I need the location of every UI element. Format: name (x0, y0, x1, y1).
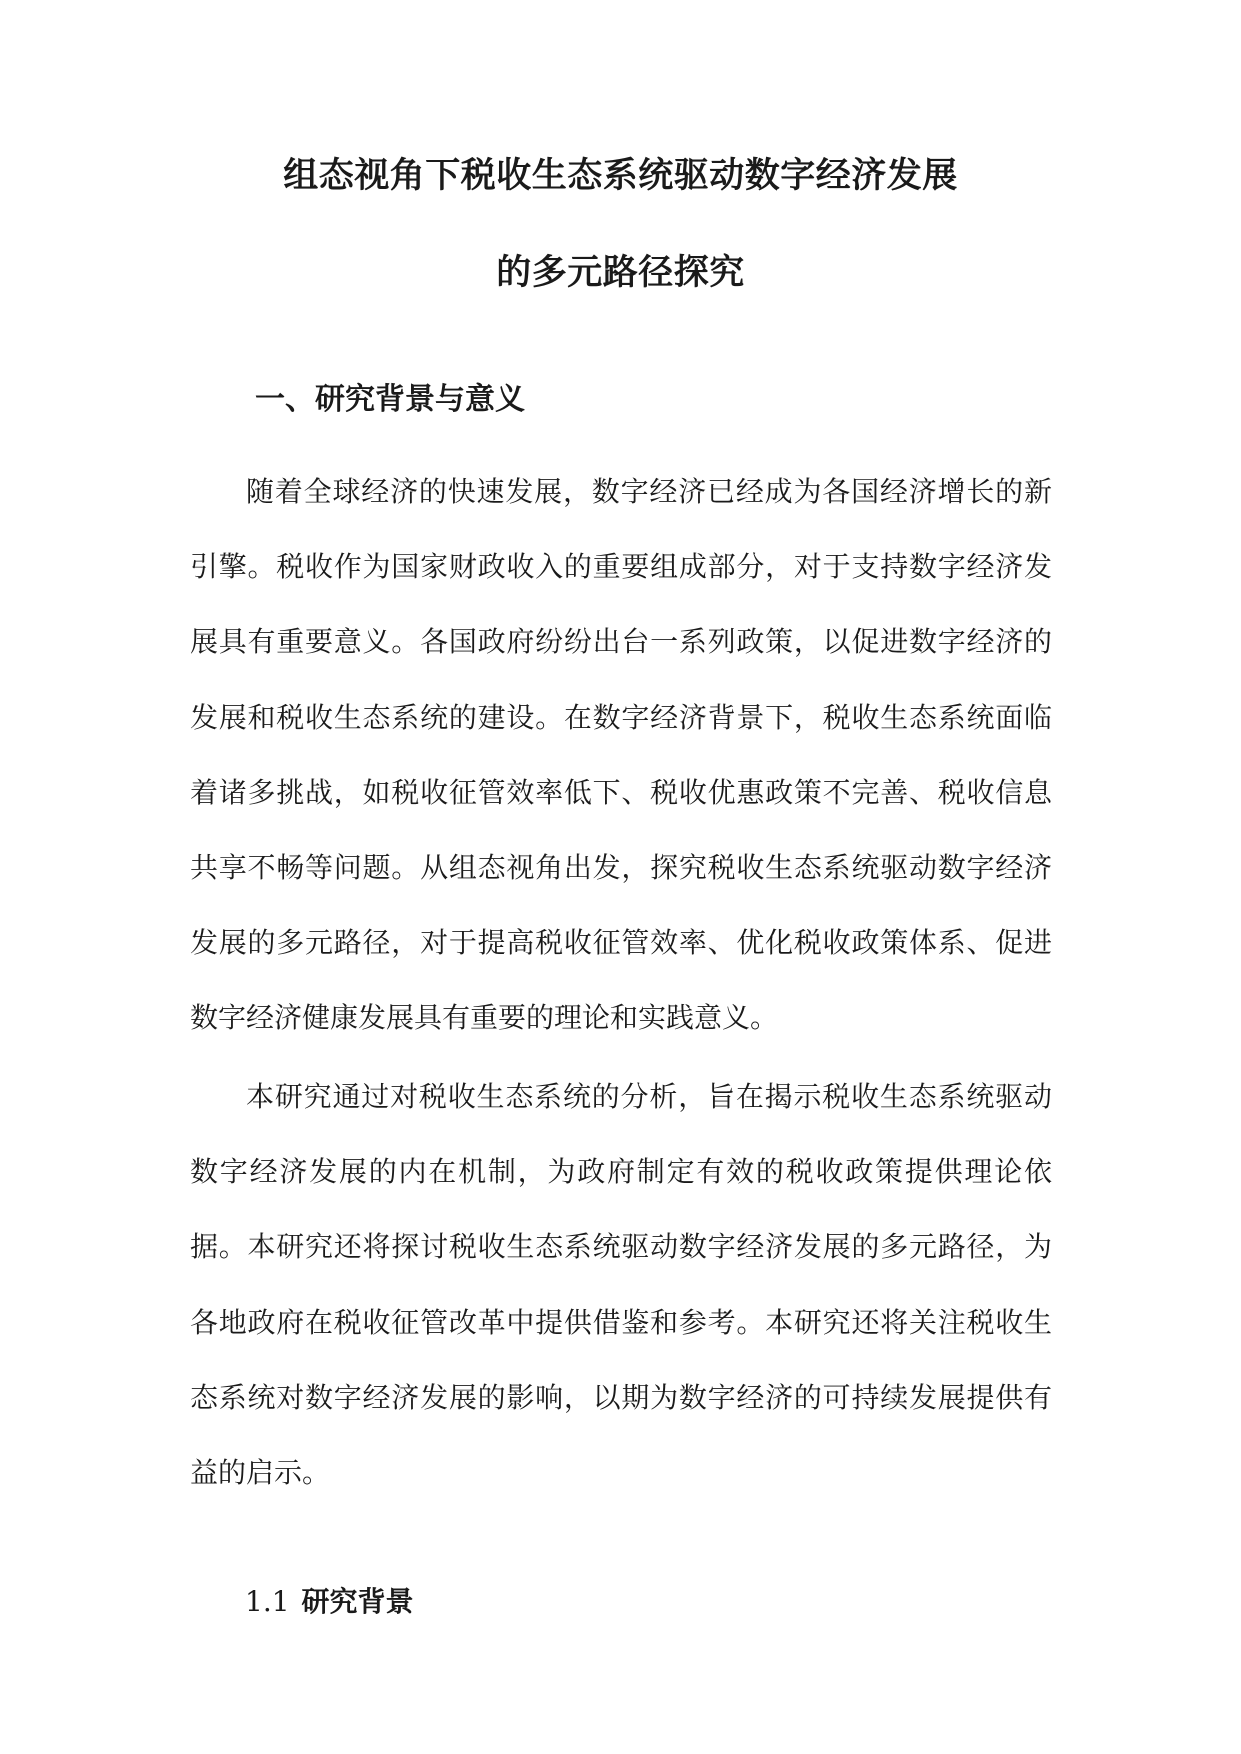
subsection-title: 研究背景 (301, 1585, 414, 1618)
section-heading: 一、研究背景与意义 (255, 382, 525, 417)
body-paragraph: 本研究通过对税收生态系统的分析，旨在揭示税收生态系统驱动数字经济发展的内在机制，为政府制定有效的税收政策提供理论依据。本研究还将探讨税收生态系统驱动数字经济发展的多元路径，为各地政府在税收征管改革中提供借鉴和参考。本研究还将关注税收生态系统对数字经济发展的影响，以期为数字经济的可持续发展提供有益的启示。 (190, 1080, 1052, 1490)
subsection-number: 1.1 (245, 1585, 290, 1618)
document-title-line-2: 的多元路径探究 (496, 253, 745, 293)
body-paragraph: 随着全球经济的快速发展，数字经济已经成为各国经济增长的新引擎。税收作为国家财政收入的重要组成部分，对于支持数字经济发展具有重要意义。各国政府纷纷出台一系列政策，以促进数字经济的发展和税收生态系统的建设。在数字经济背景下，税收生态系统面临着诸多挑战，如税收征管效率低下、税收优惠政策不完善、税收信息共享不畅等问题。从组态视角出发，探究税收生态系统驱动数字经济发展的多元路径，对于提高税收征管效率、优化税收政策体系、促进数字经济健康发展具有重要的理论和实践意义。 (190, 475, 1052, 1035)
document-title-line-1: 组态视角下税收生态系统驱动数字经济发展 (283, 156, 958, 196)
subsection-heading (245, 1582, 414, 1622)
